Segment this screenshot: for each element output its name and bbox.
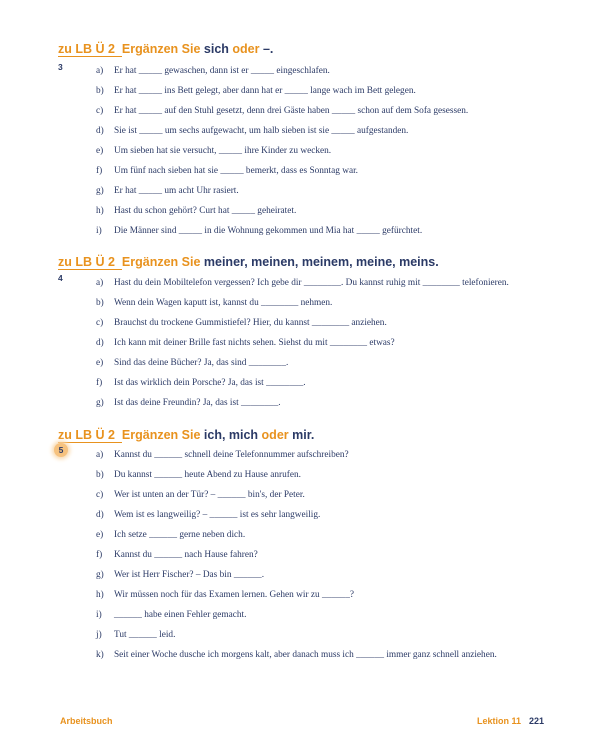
item-text: Brauchst du trockene Gummistiefel? Hier, du kannst ________ anziehen. <box>114 318 387 328</box>
item-text: ______ habe einen Fehler gemacht. <box>114 610 247 620</box>
exercise-word: sich <box>203 42 229 56</box>
item-letter: a) <box>96 450 104 460</box>
exercise-command: Ergänzen Sie <box>121 42 201 56</box>
item-text: Er hat _____ auf den Stuhl gesetzt, denn drei Gäste haben _____ schon auf dem Sofa gesessen. <box>114 106 469 116</box>
exercise-item <box>96 550 258 560</box>
exercise-item <box>96 206 296 216</box>
exercise-item <box>96 146 331 156</box>
exercise-word: –. <box>262 42 274 56</box>
exercise-item <box>96 278 509 288</box>
exercise-item <box>96 470 301 480</box>
exercise-item <box>96 570 264 580</box>
item-text: Wer ist Herr Fischer? – Das bin ______. <box>114 570 265 580</box>
item-letter: b) <box>96 86 104 96</box>
item-text: Sind das deine Bücher? Ja, das sind ________. <box>114 358 289 368</box>
footer-page-info <box>477 716 544 726</box>
item-text: Er hat _____ gewaschen, dann ist er _____ eingeschlafen. <box>114 66 330 76</box>
item-letter: g) <box>96 186 104 196</box>
exercise-item <box>96 66 330 76</box>
exercise-word: ich, mich <box>203 428 259 442</box>
exercise-item <box>96 610 246 620</box>
exercise-reference: zu LB Ü 2 <box>58 255 115 269</box>
exercise-word: oder <box>228 42 263 56</box>
exercise-item <box>96 298 332 308</box>
item-letter: d) <box>96 510 104 520</box>
item-text: Du kannst ______ heute Abend zu Hause anrufen. <box>114 470 301 480</box>
exercise-item <box>96 226 422 236</box>
item-text: Er hat _____ um acht Uhr rasiert. <box>114 186 239 196</box>
exercise-item <box>96 186 239 196</box>
exercise-number: 5 <box>54 443 68 457</box>
footer-lesson: Lektion 11 <box>476 716 521 726</box>
exercise-item <box>96 630 175 640</box>
exercise-word: meiner, meinen, meinem, meine, meins. <box>203 255 439 269</box>
item-letter: k) <box>96 650 104 660</box>
item-text: Tut ______ leid. <box>114 630 176 640</box>
item-text: Die Männer sind _____ in die Wohnung gekommen und Mia hat _____ gefürchtet. <box>114 226 423 236</box>
exercise-item <box>96 490 305 500</box>
item-letter: g) <box>96 398 104 408</box>
item-text: Wer ist unten an der Tür? – ______ bin's, der Peter. <box>114 490 305 500</box>
footer-page-number: 221 <box>528 716 544 726</box>
item-text: Ich kann mit deiner Brille fast nichts sehen. Siehst du mit ________ etwas? <box>114 338 395 348</box>
exercise-item <box>96 106 468 116</box>
exercise-number: 3 <box>58 62 63 72</box>
heading-underline <box>115 42 122 57</box>
footer-book-title: Arbeitsbuch <box>60 716 113 726</box>
item-text: Um fünf nach sieben hat sie _____ bemerkt, dass es Sonntag war. <box>114 166 358 176</box>
exercise-item <box>96 378 306 388</box>
item-text: Hast du schon gehört? Curt hat _____ geheiratet. <box>114 206 297 216</box>
item-text: Kannst du ______ schnell deine Telefonnummer aufschreiben? <box>114 450 349 460</box>
exercise-item <box>96 166 358 176</box>
exercise-heading <box>58 255 439 269</box>
heading-underline <box>115 255 122 270</box>
item-text: Hast du dein Mobiltelefon vergessen? Ich gebe dir ________. Du kannst ruhig mit ________ telefonieren. <box>114 278 509 288</box>
item-text: Wenn dein Wagen kaputt ist, kannst du ________ nehmen. <box>114 298 333 308</box>
exercise-number: 4 <box>58 273 63 283</box>
exercise-item <box>96 126 408 136</box>
item-letter: e) <box>96 358 104 368</box>
item-letter: c) <box>96 490 104 500</box>
item-letter: a) <box>96 278 104 288</box>
item-text: Wem ist es langweilig? – ______ ist es sehr langweilig. <box>114 510 321 520</box>
item-letter: f) <box>96 166 103 176</box>
exercise-heading <box>58 428 314 442</box>
item-letter: c) <box>96 106 104 116</box>
exercise-word: oder <box>258 428 293 442</box>
item-text: Um sieben hat sie versucht, _____ ihre Kinder zu wecken. <box>114 146 332 156</box>
item-letter: d) <box>96 338 104 348</box>
item-letter: d) <box>96 126 104 136</box>
exercise-item <box>96 650 497 660</box>
exercise-command: Ergänzen Sie <box>121 428 201 442</box>
exercise-item <box>96 318 387 328</box>
item-text: Ist das wirklich dein Porsche? Ja, das ist ________. <box>114 378 306 388</box>
item-text: Ich setze ______ gerne neben dich. <box>114 530 246 540</box>
item-letter: j) <box>96 630 102 640</box>
item-text: Wir müssen noch für das Examen lernen. Gehen wir zu ______? <box>114 590 354 600</box>
exercise-item <box>96 338 395 348</box>
item-letter: e) <box>96 530 104 540</box>
item-letter: h) <box>96 590 104 600</box>
item-letter: e) <box>96 146 104 156</box>
item-letter: i) <box>96 610 102 620</box>
exercise-reference: zu LB Ü 2 <box>58 428 115 442</box>
heading-underline <box>115 428 122 443</box>
item-letter: f) <box>96 550 103 560</box>
exercise-item <box>96 358 288 368</box>
exercise-word: mir. <box>292 428 315 442</box>
item-text: Seit einer Woche dusche ich morgens kalt, aber danach muss ich ______ immer ganz schnell anziehen. <box>114 650 497 660</box>
exercise-item <box>96 510 320 520</box>
exercise-command: Ergänzen Sie <box>121 255 201 269</box>
exercise-item <box>96 398 281 408</box>
exercise-reference: zu LB Ü 2 <box>58 42 115 56</box>
item-letter: i) <box>96 226 102 236</box>
item-letter: g) <box>96 570 104 580</box>
item-text: Sie ist _____ um sechs aufgewacht, um halb sieben ist sie _____ aufgestanden. <box>114 126 409 136</box>
item-letter: c) <box>96 318 104 328</box>
exercise-item <box>96 590 354 600</box>
item-text: Kannst du ______ nach Hause fahren? <box>114 550 258 560</box>
item-letter: b) <box>96 298 104 308</box>
item-text: Ist das deine Freundin? Ja, das ist ________. <box>114 398 281 408</box>
exercise-item <box>96 450 349 460</box>
item-letter: b) <box>96 470 104 480</box>
exercise-item <box>96 530 245 540</box>
item-text: Er hat _____ ins Bett gelegt, aber dann hat er _____ lange wach im Bett gelegen. <box>114 86 416 96</box>
item-letter: h) <box>96 206 104 216</box>
item-letter: f) <box>96 378 103 388</box>
exercise-heading <box>58 42 273 56</box>
item-letter: a) <box>96 66 104 76</box>
exercise-item <box>96 86 416 96</box>
